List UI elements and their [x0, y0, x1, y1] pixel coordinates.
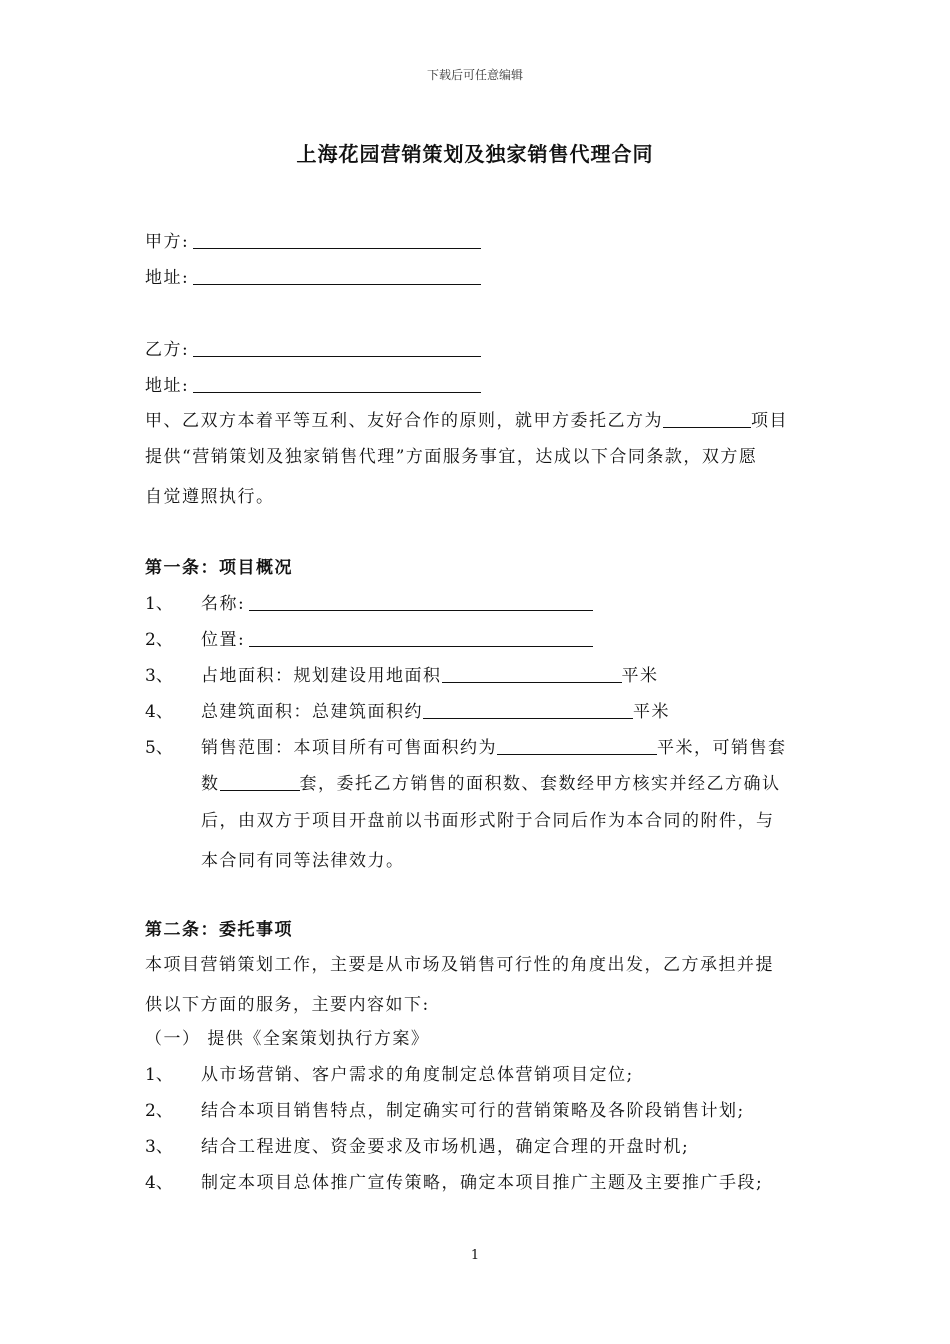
units-post: 套，委托乙方销售的面积数、套数经甲方核实并经乙方确认	[299, 774, 781, 794]
page-header: 下载后可任意编辑	[426, 68, 523, 82]
article2-item4: 制定本项目总体推广宣传策略，确定本项目推广主题及主要推广手段;	[201, 1173, 764, 1193]
article2-para-line-2: 供以下方面的服务，主要内容如下:	[145, 995, 430, 1015]
sales-scope-label: 销售范围：本项目所有可售面积约为	[201, 738, 497, 758]
intro-line1-post: 项目	[751, 411, 788, 431]
party-a-address-blank[interactable]	[193, 266, 481, 285]
project-name-blank[interactable]	[663, 409, 751, 428]
article2-item2: 结合本项目销售特点，制定确实可行的营销策略及各阶段销售计划;	[201, 1101, 745, 1121]
article2-item3-num: 3、	[145, 1137, 173, 1157]
party-a-address-line	[145, 263, 481, 288]
article1-item1-num: 1、	[145, 594, 173, 614]
intro-line1-pre: 甲、乙双方本着平等互利、友好合作的原则，就甲方委托乙方为	[145, 411, 663, 431]
intro-line-3: 自觉遵照执行。	[145, 487, 275, 507]
page-number: 1	[470, 1248, 480, 1263]
land-area-label: 占地面积：规划建设用地面积	[201, 666, 442, 686]
article1-item5-line4: 本合同有同等法律效力。	[201, 851, 405, 871]
party-a-address-label: 地址:	[145, 268, 190, 288]
article2-para-line-1: 本项目营销策划工作，主要是从市场及销售可行性的角度出发，乙方承担并提	[145, 955, 774, 975]
article2-sub-heading: （一） 提供《全案策划执行方案》	[145, 1029, 430, 1049]
article2-item2-num: 2、	[145, 1101, 173, 1121]
article2-item3: 结合工程进度、资金要求及市场机遇，确定合理的开盘时机;	[201, 1137, 690, 1157]
article1-item4	[201, 697, 670, 722]
intro-line-1	[145, 406, 788, 431]
units-pre: 数	[201, 774, 220, 794]
article1-item1	[201, 589, 593, 614]
party-b-address-blank[interactable]	[193, 374, 481, 393]
location-blank[interactable]	[249, 628, 593, 647]
name-blank[interactable]	[249, 592, 593, 611]
party-b-line	[145, 335, 481, 360]
article2-item1: 从市场营销、客户需求的角度制定总体营销项目定位;	[201, 1065, 634, 1085]
units-count-blank[interactable]	[220, 772, 300, 791]
article1-item4-num: 4、	[145, 702, 173, 722]
article1-item2	[201, 625, 593, 650]
article2-item4-num: 4、	[145, 1173, 173, 1193]
intro-line-2: 提供“营销策划及独家销售代理”方面服务事宜，达成以下合同条款，双方愿	[145, 447, 758, 467]
party-b-blank[interactable]	[193, 338, 481, 357]
building-area-blank[interactable]	[423, 700, 633, 719]
party-b-address-line	[145, 371, 481, 396]
article1-item5-line3: 后，由双方于项目开盘前以书面形式附于合同后作为本合同的附件，与	[201, 811, 775, 831]
location-label: 位置:	[201, 630, 246, 650]
article2-item1-num: 1、	[145, 1065, 173, 1085]
land-area-blank[interactable]	[442, 664, 622, 683]
party-b-label: 乙方:	[145, 340, 190, 360]
article1-item3-num: 3、	[145, 666, 173, 686]
land-area-unit: 平米	[621, 666, 659, 686]
sales-scope-unit: 平米，可销售套	[657, 738, 787, 758]
saleable-area-blank[interactable]	[497, 736, 657, 755]
article1-item5-line1	[201, 733, 787, 758]
party-a-label: 甲方:	[145, 232, 190, 252]
building-area-label: 总建筑面积：总建筑面积约	[201, 702, 423, 722]
article1-item5-num: 5、	[145, 738, 173, 758]
article1-item5-line2	[201, 769, 781, 794]
name-label: 名称:	[201, 594, 246, 614]
party-a-blank[interactable]	[193, 230, 481, 249]
article-1-heading: 第一条：项目概况	[145, 558, 293, 578]
article1-item2-num: 2、	[145, 630, 173, 650]
party-b-address-label: 地址:	[145, 376, 190, 396]
article1-item3	[201, 661, 659, 686]
building-area-unit: 平米	[633, 702, 670, 722]
document-title: 上海花园营销策划及独家销售代理合同	[296, 142, 654, 166]
party-a-line	[145, 227, 481, 252]
article-2-heading: 第二条：委托事项	[145, 920, 293, 940]
